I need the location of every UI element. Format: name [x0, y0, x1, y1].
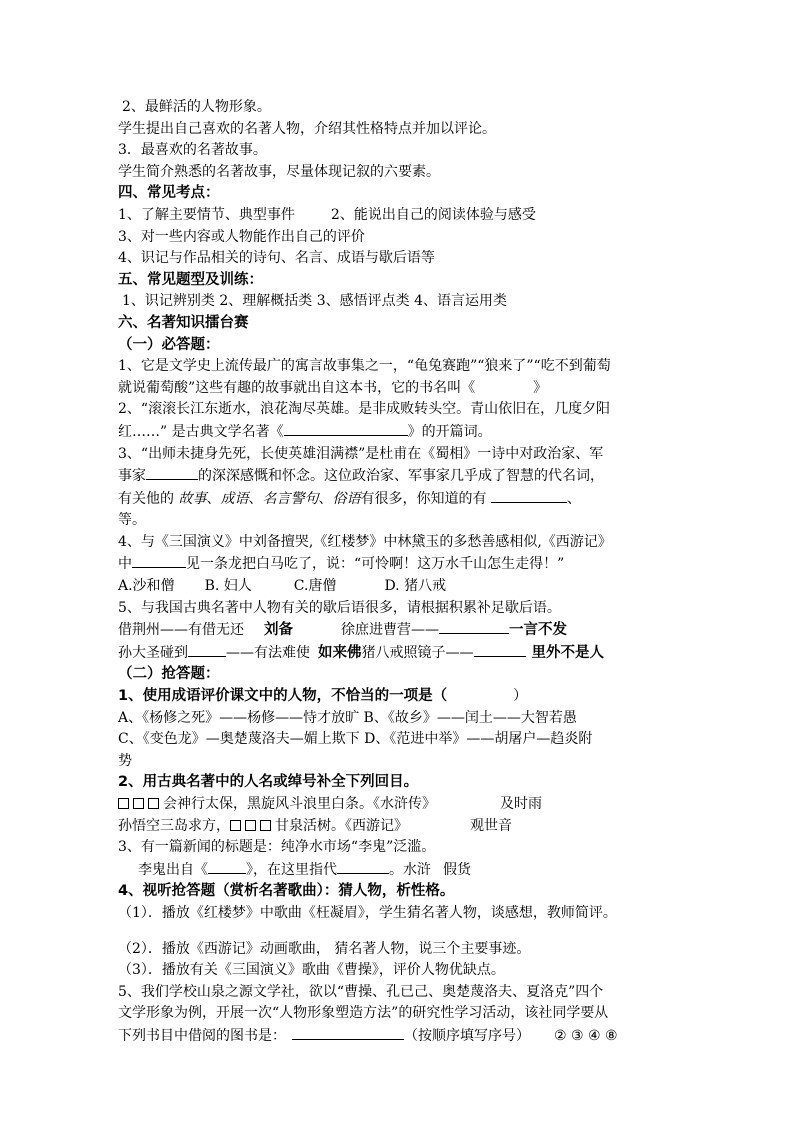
- text-span: 下列书目中借阅的图书是：: [118, 1027, 286, 1044]
- answer-blank[interactable]: [146, 465, 198, 480]
- text-line: [118, 816, 688, 838]
- text-line: 2、用古典名著中的人名或绰号补全下列回目。: [118, 774, 419, 791]
- text-line: [118, 553, 688, 576]
- text-line: 1、它是文学史上流传最广的寓言故事集之一，“龟兔赛跑”“狼来了”“吃不到葡萄: [118, 358, 611, 375]
- answer-blank[interactable]: [284, 421, 408, 436]
- blank-box[interactable]: [260, 820, 271, 831]
- text-span: 见一条龙把白马吃了，说：“可怜啊！这万水千山怎生走得！”: [186, 556, 565, 573]
- text-line: A、《杨修之死》——杨修——恃才放旷 B、《故乡》——闰土——大智若愚: [118, 709, 577, 726]
- answer-blank[interactable]: [439, 619, 509, 634]
- text-span: 中: [118, 556, 132, 573]
- text-span: 、: [206, 490, 221, 507]
- option-a: A.沙和僧: [118, 578, 175, 595]
- text-line: 3、有一篇新闻的标题是：纯净水市场“李鬼”泛滥。: [118, 839, 436, 856]
- text-line: 文学形象为例，开展一次“人物形象塑造方法”的研究性学习活动，该社同学要从: [118, 1005, 609, 1022]
- text-line: 1、识记辨别类 2、理解概括类 3、感悟评点类 4、语言运用类: [122, 293, 507, 310]
- answer-text: 及时雨: [500, 796, 542, 812]
- text-span: 猪八戒照镜子——: [361, 644, 474, 661]
- text-span: 成语: [220, 490, 249, 507]
- section-heading: 五、常见题型及训练：: [118, 271, 263, 288]
- text-line: [118, 859, 688, 882]
- text-span: 2、能说出自己的阅读体验与感受: [330, 206, 536, 223]
- text-span: 借荆州——有借无还: [118, 622, 244, 639]
- text-line: 2、最鲜活的人物形象。: [122, 99, 271, 115]
- options-line: [118, 576, 688, 598]
- option-b: B. 妇人: [204, 578, 252, 595]
- subsection-heading: （二）抢答题：: [118, 666, 220, 683]
- text-line: 5、与我国古典名著中人物有关的歇后语很多，请根据积累补足歇后语。: [118, 599, 561, 616]
- text-line: 3．最喜欢的名著故事。: [118, 142, 267, 159]
- text-span: 李鬼出自《: [138, 861, 208, 878]
- text-span: 名言警句: [262, 490, 319, 507]
- answer-text: ② ③ ④ ⑧: [554, 1027, 618, 1044]
- text-line: 4、识记与作品相关的诗句、名言、成语与歇后语等: [118, 250, 435, 267]
- text-line: 3、对一些内容或人物能作出自己的评价: [118, 228, 365, 245]
- text-span: 就说葡萄酸”这些有趣的故事就出自这本书，它的书名叫《: [118, 379, 476, 396]
- option-d: D. 猪八戒: [384, 578, 447, 595]
- text-line: 势: [118, 752, 132, 769]
- text-line: 4、与《三国演义》中刘备擅哭,《红楼梦》中林黛玉的多愁善感相似,《西游记》: [118, 533, 612, 550]
- option-c: C.唐僧: [293, 578, 337, 595]
- answer-text: 刘备: [264, 622, 293, 639]
- text-span: 红……” 是古典文学名著《: [118, 423, 284, 440]
- subsection-heading: （一）必答题：: [118, 336, 220, 353]
- text-span: 孙大圣碰到: [118, 644, 188, 661]
- text-span: 。水浒: [389, 861, 431, 878]
- text-line: [118, 488, 688, 511]
- text-span: 、: [318, 490, 333, 507]
- text-span: （按顺序填写序号）: [404, 1027, 530, 1044]
- text-line: [118, 205, 688, 227]
- document-page: [118, 97, 688, 1048]
- answer-blank[interactable]: [491, 488, 567, 503]
- text-line: （3）．播放有关《三国演义》歌曲《曹操》，评价人物优缺点。: [118, 962, 505, 979]
- answer-blank[interactable]: [188, 642, 226, 657]
- text-span: 故事: [178, 490, 207, 507]
- answer-text: 假货: [443, 861, 471, 878]
- answer-text: 如来佛: [318, 644, 362, 661]
- text-line: [118, 465, 688, 488]
- text-span: 》: [533, 379, 548, 396]
- text-line: 3、“出师未捷身先死，长使英雄泪满襟”是杜甫在《蜀相》一诗中对政治家、军: [118, 445, 604, 462]
- text-span: 甘泉活树。《西游记》: [275, 817, 408, 834]
- text-span: 俗语: [332, 490, 361, 507]
- text-span: 、: [566, 490, 581, 507]
- text-line: [118, 686, 688, 708]
- text-span: ——有法难使: [226, 644, 310, 661]
- text-line: [118, 1025, 688, 1048]
- answer-blank[interactable]: [208, 859, 246, 874]
- text-line: （1）．播放《红楼梦》中歌曲《枉凝眉》，学生猜名著人物，谈感想，教师简评。: [118, 904, 617, 921]
- answer-text: 里外不是人: [531, 644, 604, 661]
- text-line: 学生提出自己喜欢的名著人物，介绍其性格特点并加以评论。: [118, 120, 496, 137]
- text-line: 等。: [118, 512, 146, 529]
- section-heading: 四、常见考点：: [118, 185, 220, 202]
- answer-text: 观世音: [470, 817, 512, 834]
- text-line: [118, 794, 688, 816]
- text-span: 1、使用成语评价课文中的人物，不恰当的一项是（: [118, 688, 448, 705]
- text-line: 4、视听抢答题（赏析名著歌曲）：猜人物，析性格。: [118, 883, 455, 900]
- spacer: [118, 925, 688, 939]
- blank-box[interactable]: [230, 820, 241, 831]
- text-span: 事家: [118, 468, 146, 485]
- text-span: 有很多，你知道的有: [360, 490, 487, 507]
- text-span: 的深深感慨和怀念。这位政治家、军事家几乎成了智慧的代名词，: [198, 468, 604, 485]
- blank-box[interactable]: [148, 798, 159, 809]
- text-span: 会神行太保，黑旋风斗浪里白条。《水浒传》: [163, 796, 436, 812]
- text-span: 有关他的: [118, 490, 174, 507]
- text-span: 徐庶进曹营——: [341, 622, 439, 639]
- text-line: [118, 378, 688, 400]
- text-line: C、《变色龙》—奥楚蔑洛夫—媚上欺下 D、《范进中举》——胡屠户—趋炎附: [118, 731, 593, 748]
- answer-blank[interactable]: [292, 1025, 404, 1040]
- text-line: 2、“滚滚长江东逝水，浪花淘尽英雄。是非成败转头空。青山依旧在，几度夕阳: [118, 401, 611, 418]
- text-line: [118, 421, 688, 444]
- text-span: 》的开篇词。: [407, 423, 492, 440]
- text-line: 学生简介熟悉的名著故事，尽量体现记叙的六要素。: [118, 163, 440, 180]
- text-span: 、: [248, 490, 263, 507]
- text-span: 1、了解主要情节、典型事件: [118, 206, 295, 223]
- text-span: 孙悟空三岛求方，: [118, 817, 230, 834]
- text-span: ）: [513, 688, 528, 705]
- blank-box[interactable]: [245, 820, 256, 831]
- text-line: （2）．播放《西游记》动画歌曲， 猜名著人物，说三个主要事迹。: [118, 940, 531, 957]
- blank-box[interactable]: [133, 798, 144, 809]
- answer-blank[interactable]: [132, 553, 186, 568]
- text-line: 5、我们学校山泉之源文学社，欲以“曹操、孔已己、奥楚蔑洛夫、夏洛克”四个: [118, 983, 604, 1000]
- answer-text: 一言不发: [509, 622, 567, 639]
- text-span: 》，在这里指代: [246, 861, 337, 878]
- text-line: [118, 619, 688, 642]
- section-heading: 六、名著知识擂台赛: [118, 314, 249, 331]
- blank-box[interactable]: [118, 798, 129, 809]
- answer-blank[interactable]: [474, 642, 526, 657]
- answer-blank[interactable]: [337, 859, 389, 874]
- text-line: [118, 642, 688, 665]
